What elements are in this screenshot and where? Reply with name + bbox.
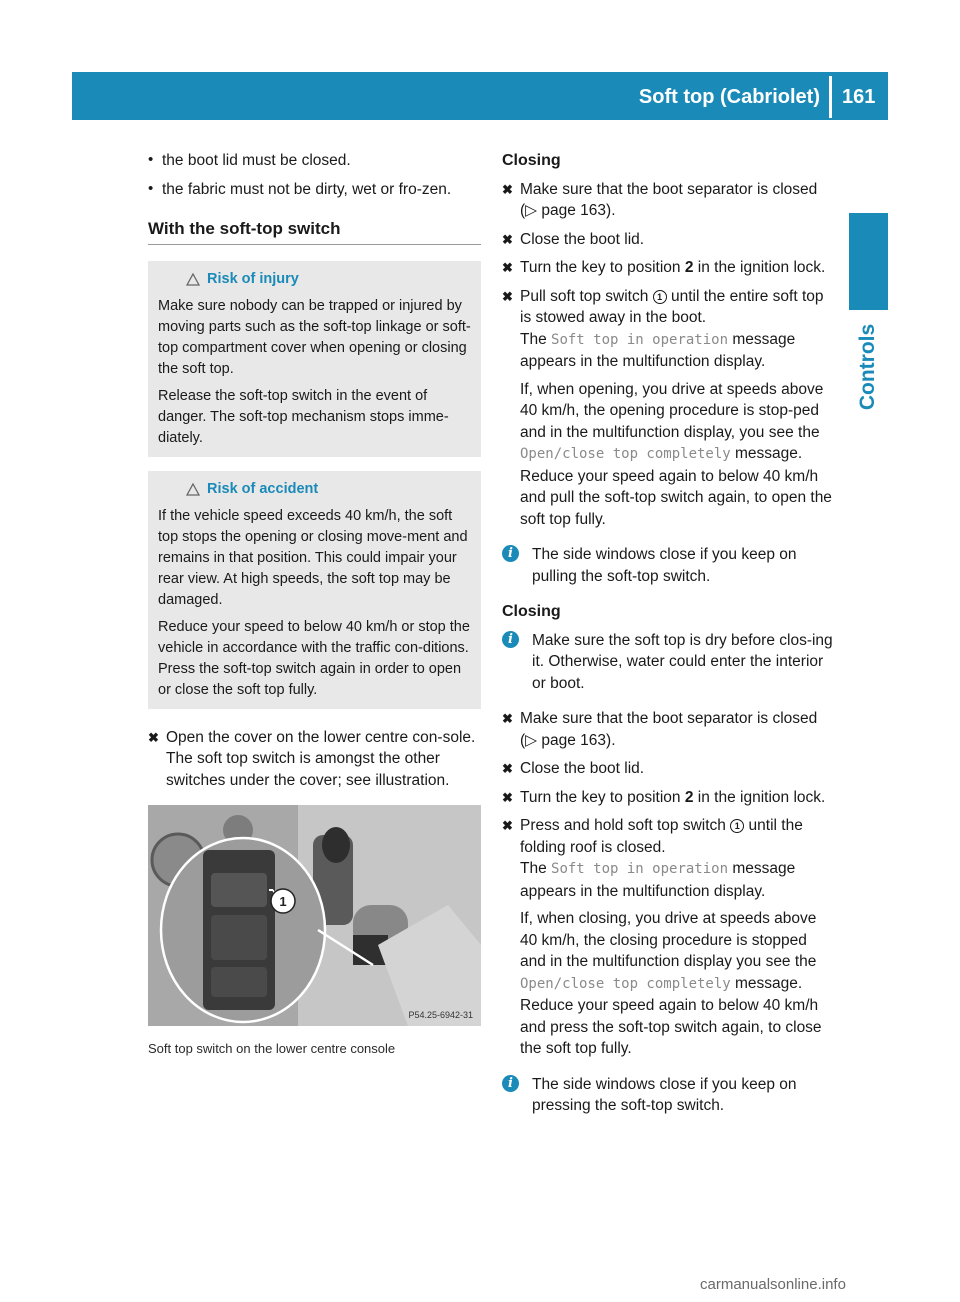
info-icon: i — [502, 545, 519, 562]
subheading-closing: Closing — [502, 603, 561, 620]
side-tab-text: Controls — [856, 323, 879, 411]
step-marker-icon: ✖ — [502, 288, 513, 304]
display-message: Open/close top completely — [520, 975, 731, 992]
instruction-step: ✖ Turn the key to position 2 in the ignition lock. — [502, 257, 834, 279]
step-marker-icon: ✖ — [148, 729, 159, 745]
bullet-item: • the fabric must not be dirty, wet or fro-zen. — [148, 179, 452, 198]
warning-text: If the vehicle speed exceeds 40 km/h, the soft top stops the opening or closing move-ment and remains in that position. This could impair your rear view. At high speeds, the soft top may be damaged. — [158, 507, 468, 608]
instruction-step: ✖ Close the boot lid. — [502, 758, 834, 780]
info-icon: i — [502, 631, 519, 648]
page-number: 161 — [842, 86, 876, 108]
side-tab-label — [848, 312, 888, 422]
info-note: i The side windows close if you keep on pulling the soft-top switch. — [502, 544, 834, 587]
subheading-closing: Closing — [502, 152, 561, 169]
step-marker-icon: ✖ — [502, 789, 513, 805]
step-marker-icon: ✖ — [502, 181, 513, 197]
warning-text: Reduce your speed to below 40 km/h or stop the vehicle in accordance with the traffic con-ditions. Press the soft-top switch again in order to open or close the soft top fully. — [158, 618, 470, 698]
instruction-step: ✖ Turn the key to position 2 in the ignition lock. — [502, 787, 834, 809]
warning-box-injury — [148, 261, 481, 457]
bullet-marker: • — [148, 179, 154, 197]
callout-1-icon: 1 — [653, 290, 667, 304]
image-caption: Soft top switch on the lower centre console — [148, 1041, 396, 1056]
display-message: Open/close top completely — [520, 446, 731, 462]
step-marker-icon: ✖ — [502, 818, 513, 833]
warning-text: Make sure nobody can be trapped or injured by moving parts such as the soft-top linkage or soft-top compartment cover when opening or closing the soft top. — [158, 297, 471, 377]
instruction-step: ✖ Close the boot lid. — [502, 229, 834, 251]
header-divider — [829, 76, 832, 118]
watermark: carmanualsonline.info — [700, 1276, 846, 1293]
info-note: i Make sure the soft top is dry before clos-ing it. Otherwise, water could enter the interior or boot. — [502, 630, 834, 695]
warning-box-accident — [148, 471, 481, 709]
section-heading: With the soft-top switch — [148, 218, 481, 245]
info-note: i The side windows close if you keep on pressing the soft-top switch. — [502, 1074, 834, 1117]
left-column — [148, 150, 481, 1060]
instruction-step: ✖ Open the cover on the lower centre con-sole. The soft top switch is amongst the other switches under the cover; see illustration. — [148, 728, 476, 789]
warning-title: Risk of injury — [207, 270, 299, 287]
display-message: Soft top in operation — [551, 331, 729, 348]
console-illustration — [148, 805, 481, 1026]
callout-number: 1 — [279, 894, 287, 909]
callout-1-icon: 1 — [730, 819, 744, 833]
instruction-step: ✖ Pull soft top switch 1 until the entire soft top is stowed away in the boot. The Soft top in operation message appears in the multifunction display. If, when opening, you drive at speeds above 40 km/h, the opening procedure is stop-ped and in the multifunction display, you see the Open/close top completely message. Reduce your speed again to below 40 km/h and pull the soft-top switch again, to open the soft top fully. — [502, 287, 832, 528]
right-column — [502, 150, 834, 1131]
instruction-step: ✖ Make sure that the boot separator is closed (▷ page 163). — [502, 180, 818, 219]
info-icon: i — [502, 1075, 519, 1092]
bullet-item: • the boot lid must be closed. — [148, 151, 351, 169]
page-reference: (▷ page 163). — [520, 731, 616, 749]
instruction-step: ✖ Make sure that the boot separator is closed (▷ page 163). — [502, 710, 818, 749]
step-marker-icon: ✖ — [502, 260, 513, 275]
bullet-marker: • — [148, 151, 154, 168]
console-photo — [148, 805, 481, 1026]
warning-title: Risk of accident — [207, 480, 319, 497]
warning-triangle-icon — [186, 483, 200, 496]
step-marker-icon: ✖ — [502, 711, 513, 726]
step-marker-icon: ✖ — [502, 231, 513, 247]
warning-triangle-icon — [186, 273, 200, 286]
side-tab-marker — [849, 213, 888, 310]
display-message: Soft top in operation — [551, 861, 729, 877]
image-code: P54.25-6942-31 — [408, 1010, 473, 1020]
instruction-step: ✖ Press and hold soft top switch 1 until the folding roof is closed. The Soft top in operation message appears in the multifunction display. If, when closing, you drive at speeds above 40 km/h, the closing procedure is stopped and in the multifunction display you see the Open/close top completely message. Reduce your speed again to below 40 km/h and press the soft-top switch again, to close the soft top fully. — [502, 817, 822, 1057]
step-marker-icon: ✖ — [502, 761, 513, 776]
page-reference: (▷ page 163). — [520, 202, 616, 219]
warning-text: Release the soft-top switch in the event of danger. The soft-top mechanism stops imme-diately. — [158, 387, 449, 446]
page-title: Soft top (Cabriolet) — [638, 86, 820, 108]
